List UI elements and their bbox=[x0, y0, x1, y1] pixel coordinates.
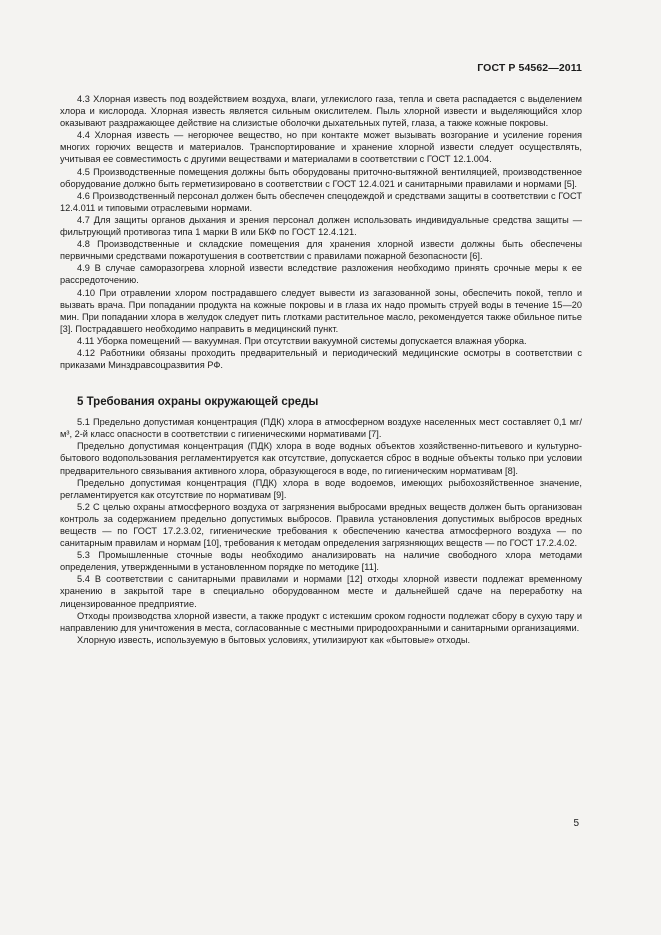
document-body bbox=[60, 93, 582, 646]
paragraph-4-5: 4.5 Производственные помещения должны быть оборудованы приточно-вытяжной вентиляцией, производственное оборудование должно быть герметизировано в соответствии с ГОСТ 12.4.021 и санитарными правилами и нормами [5]. bbox=[60, 166, 582, 189]
paragraph-5-3: 5.3 Промышленные сточные воды необходимо анализировать на наличие свободного хлора методами определения, утвержденными в установленном порядке по методике [11]. bbox=[60, 550, 582, 573]
paragraph-4-9: 4.9 В случае саморазогрева хлорной извести вследствие разложения необходимо принять срочные меры к ее рассредоточению. bbox=[60, 263, 582, 286]
paragraph-5-4-waste: Отходы производства хлорной извести, а также продукт с истекшим сроком годности подлежат сбору в сухую тару и направлению для уничтожения в места, согласованные с местными природоохранными и санитарными организациями. bbox=[60, 610, 582, 633]
document-code-header: ГОСТ Р 54562—2011 bbox=[477, 62, 582, 74]
paragraph-5-1-water: Предельно допустимая концентрация (ПДК) хлора в воде водных объектов хозяйственно-питьевого и культурно-бытового водопользования регламентируется как отсутствие, допускается сброс в водные объекты только при условии предварительного связывания активного хлора, образующегося в воде, по гигиеническим нормативам [8]. bbox=[60, 441, 582, 476]
paragraph-5-2: 5.2 С целью охраны атмосферного воздуха от загрязнения выбросами вредных веществ должен быть организован контроль за содержанием предельно допустимых выбросов. Правила установления допустимых выбросов вредных веществ — по ГОСТ 17.2.3.02, гигиенические требования к обеспечению качества атмосферного воздуха — по санитарным правилам и нормам [10], требования к методам определения загрязняющих веществ — по ГОСТ 17.2.4.02. bbox=[60, 501, 582, 549]
paragraph-4-4: 4.4 Хлорная известь — негорючее вещество, но при контакте может вызывать возгорание и усиление горения многих горючих веществ и материалов. Транспортирование и хранение хлорной извести следует осуществлять, учитывая ее совместимость с другими веществами и материалами в соответствии с ГОСТ 12.1.004. bbox=[60, 130, 582, 165]
heading-spacer bbox=[60, 409, 582, 416]
page-number: 5 bbox=[573, 818, 579, 829]
paragraph-4-11: 4.11 Уборка помещений — вакуумная. При отсутствии вакуумной системы допускается влажная уборка. bbox=[77, 335, 527, 346]
paragraph-4-3: 4.3 Хлорная известь под воздействием воздуха, влаги, углекислого газа, тепла и света распадается с выделением хлора и кислорода. Хлорная известь является сильным окислителем. Пыль хлорной извести и выделяющийся хлор оказывают раздражающее действие на слизистые оболочки дыхательных путей, глаза, а также кожные покровы. bbox=[60, 94, 582, 129]
paragraph-4-12: 4.12 Работники обязаны проходить предварительный и периодический медицинские осмотры в соответствии с приказами Минздравсоцразвития РФ. bbox=[60, 347, 582, 371]
paragraph-4-7: 4.7 Для защиты органов дыхания и зрения персонал должен использовать индивидуальные средства защиты — фильтрующий противогаз типа 1 марки В или БКФ по ГОСТ 12.4.121. bbox=[60, 214, 582, 238]
paragraph-4-6: 4.6 Производственный персонал должен быть обеспечен спецодеждой и средствами защиты в соответствии с ГОСТ 12.4.011 и типовыми отраслевыми нормами. bbox=[60, 190, 582, 213]
paragraph-4-8: 4.8 Производственные и складские помещения для хранения хлорной извести должны быть обеспечены первичными средствами пожаротушения в соответствии с правилами пожарной безопасности [6]. bbox=[60, 239, 582, 262]
paragraph-5-4-household: Хлорную известь, используемую в бытовых условиях, утилизируют как «бытовые» отходы. bbox=[77, 634, 471, 645]
paragraph-5-4: 5.4 В соответствии с санитарными правилами и нормами [12] отходы хлорной извести подлежат временному хранению в закрытой таре в специально оборудованном месте и дальнейшей сдаче на переработку на лицензированное предприятие. bbox=[60, 574, 582, 609]
paragraph-5-1: 5.1 Предельно допустимая концентрация (ПДК) хлора в атмосферном воздухе населенных мест составляет 0,1 мг/м³, 2-й класс опасности в соответствии с гигиеническими нормативами [7]. bbox=[60, 417, 582, 440]
paragraph-4-10: 4.10 При отравлении хлором пострадавшего следует вывести из загазованной зоны, обеспечить покой, тепло и вызвать врача. При попадании продукта на кожные покровы и в глаза их надо промыть струей воды в течение 15—20 мин. При попадании хлора в желудок следует пить глотками растительное масло, рекомендуется также обильное питье [3]. Пострадавшего необходимо направить в медицинский пункт. bbox=[60, 287, 582, 334]
section-5-heading: 5 Требования охраны окружающей среды bbox=[77, 396, 319, 409]
paragraph-5-1-fishery: Предельно допустимая концентрация (ПДК) хлора в воде водоемов, имеющих рыбохозяйственное значение, регламентируется как отсутствие по нормативам [9]. bbox=[60, 477, 582, 500]
section-spacer bbox=[60, 371, 582, 395]
